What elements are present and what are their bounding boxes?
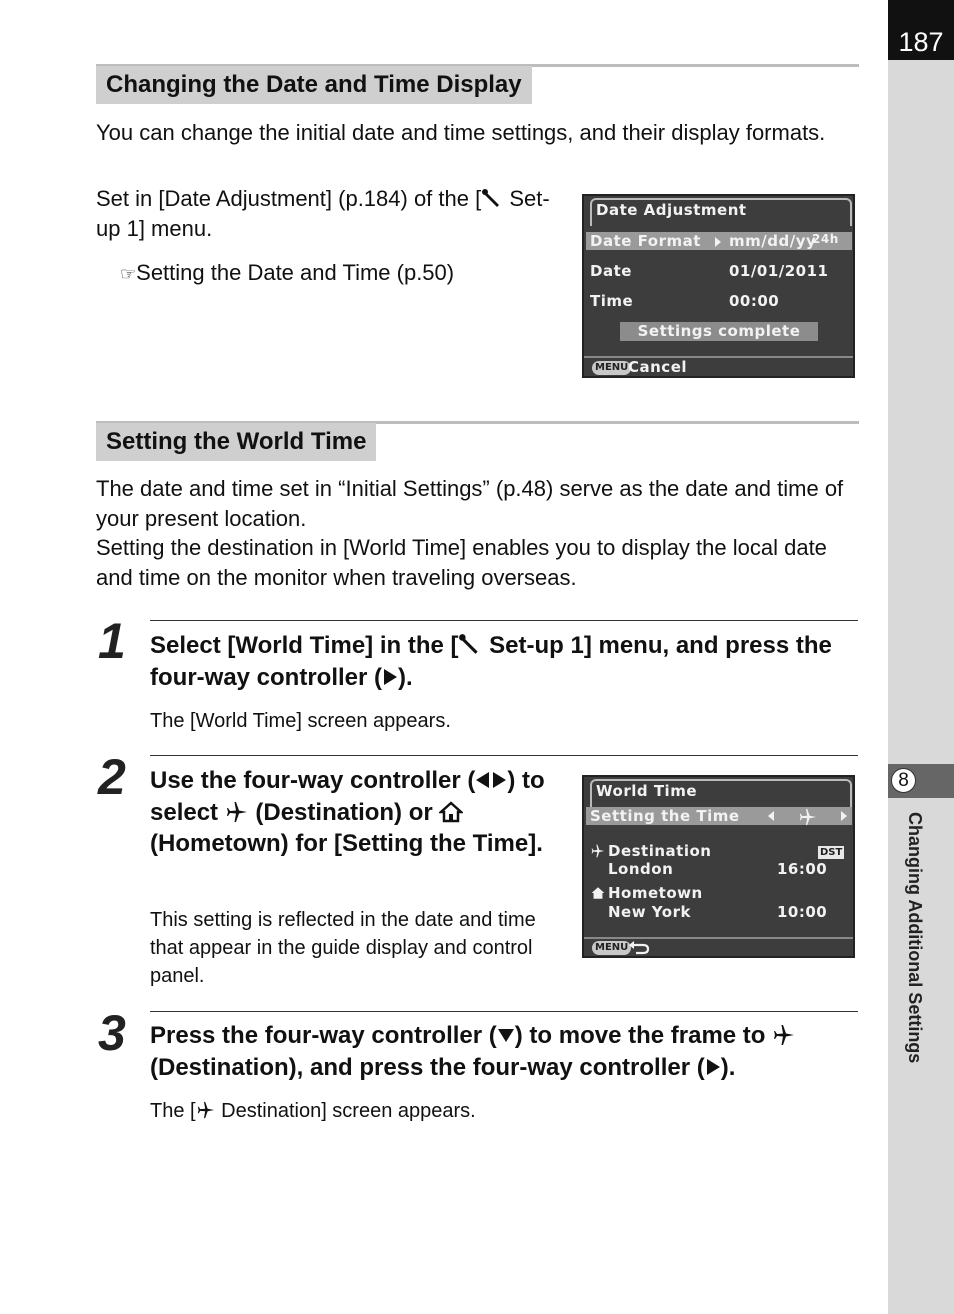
step-rule xyxy=(150,1011,858,1012)
chapter-number: 8 xyxy=(891,768,916,793)
step-2-title-d: (Hometown) for [Setting the Time]. xyxy=(150,830,543,857)
back-arrow-icon xyxy=(628,939,650,955)
lcd-title: World Time xyxy=(596,782,697,800)
hour-format: 24h xyxy=(812,232,839,246)
airplane-icon xyxy=(772,1024,796,1046)
setup-text-a: Set in [Date Adjustment] (p.184) of the [ xyxy=(96,186,482,211)
step-3-title-a: Press the four-way controller ( xyxy=(150,1022,497,1049)
step-2-title-b: ) to select xyxy=(150,767,545,826)
right-triangle-icon xyxy=(382,668,398,686)
section2-paragraph-1: The date and time set in “Initial Settings” (p.48) serve as the date and time of your present location. xyxy=(96,476,844,531)
step-1-description: The [World Time] screen appears. xyxy=(150,710,451,732)
right-triangle-icon xyxy=(705,1058,721,1076)
date-value: 01/01/2011 xyxy=(729,262,829,280)
wrench-icon xyxy=(458,633,482,655)
step-3-title xyxy=(150,1020,856,1083)
section1-setup-text xyxy=(96,184,556,243)
left-arrow-icon xyxy=(767,811,775,821)
reference-link[interactable]: Setting the Date and Time (p.50) xyxy=(136,260,455,285)
pointing-hand-icon: ☞ xyxy=(120,264,137,284)
airplane-icon xyxy=(798,808,818,826)
step-rule xyxy=(150,755,858,756)
lcd-separator xyxy=(584,937,853,939)
airplane-icon xyxy=(590,844,606,858)
lcd-title: Date Adjustment xyxy=(596,201,747,219)
date-format-value: mm/dd/yy xyxy=(729,232,817,250)
step-1-title-a: Select [World Time] in the [ xyxy=(150,632,459,659)
settings-complete-label: Settings complete xyxy=(637,322,801,340)
right-arrow-icon xyxy=(840,811,848,821)
section-heading-world-time: Setting the World Time xyxy=(96,423,376,461)
step-2-title-c: (Destination) or xyxy=(248,798,440,826)
world-time-screen xyxy=(582,775,855,958)
wrench-icon xyxy=(481,188,503,208)
step-3-title-c: (Destination), and press the four-way controller ( xyxy=(150,1053,705,1081)
airplane-icon xyxy=(225,801,249,823)
right-triangle-icon xyxy=(491,771,507,789)
destination-city: London xyxy=(608,860,674,878)
home-icon xyxy=(590,886,606,900)
page-number: 187 xyxy=(888,0,954,60)
cancel-label: Cancel xyxy=(628,358,688,376)
airplane-icon xyxy=(196,1101,216,1119)
date-label: Date xyxy=(590,262,632,280)
step-number-2: 2 xyxy=(98,749,126,805)
step-2-description: This setting is reflected in the date and time that appear in the guide display and control panel. xyxy=(150,909,536,987)
chapter-sidebar xyxy=(888,0,954,1314)
step-3-title-b: ) to move the frame to xyxy=(514,1022,773,1049)
section1-reference xyxy=(120,258,540,290)
home-icon xyxy=(439,801,463,823)
hometown-city: New York xyxy=(608,903,691,921)
hometown-label: Hometown xyxy=(608,884,703,902)
step-3-desc-b: Destination] screen appears. xyxy=(215,1100,476,1122)
section1-paragraph: You can change the initial date and time settings, and their display formats. xyxy=(96,120,826,145)
time-value: 00:00 xyxy=(729,292,780,310)
setup-text-b: Set-up 1] menu. xyxy=(96,186,550,241)
menu-badge: MENU xyxy=(592,361,631,375)
section-heading-date-display: Changing the Date and Time Display xyxy=(96,66,532,104)
date-adjustment-screen xyxy=(582,194,855,378)
step-1-title-c: ). xyxy=(398,663,413,691)
step-3-description xyxy=(150,1097,850,1125)
step-number-1: 1 xyxy=(98,613,126,669)
step-2-title xyxy=(150,765,565,860)
destination-label: Destination xyxy=(608,842,712,860)
dst-badge: DST xyxy=(820,847,843,858)
setting-the-time-label: Setting the Time xyxy=(590,807,740,825)
step-rule xyxy=(150,620,858,621)
step-2-title-a: Use the four-way controller ( xyxy=(150,767,476,794)
step-number-3: 3 xyxy=(98,1005,126,1061)
step-3-desc-a: The [ xyxy=(150,1100,196,1122)
step-1-title-b: Set-up 1] menu, and press the four-way controller ( xyxy=(150,632,832,691)
right-arrow-icon xyxy=(714,237,722,247)
menu-badge: MENU xyxy=(592,941,631,955)
destination-time: 16:00 xyxy=(777,860,828,878)
date-format-label: Date Format xyxy=(590,232,701,250)
step-1-title xyxy=(150,630,856,693)
chapter-title: Changing Additional Settings xyxy=(905,812,925,1064)
hometown-time: 10:00 xyxy=(777,903,828,921)
lcd-separator xyxy=(584,356,853,358)
down-triangle-icon xyxy=(497,1027,515,1043)
time-label: Time xyxy=(590,292,634,310)
step-3-title-d: ). xyxy=(720,1053,736,1081)
left-triangle-icon xyxy=(475,771,491,789)
section2-paragraph-2: Setting the destination in [World Time] enables you to display the local date and time on the monitor when traveling overseas. xyxy=(96,535,827,590)
